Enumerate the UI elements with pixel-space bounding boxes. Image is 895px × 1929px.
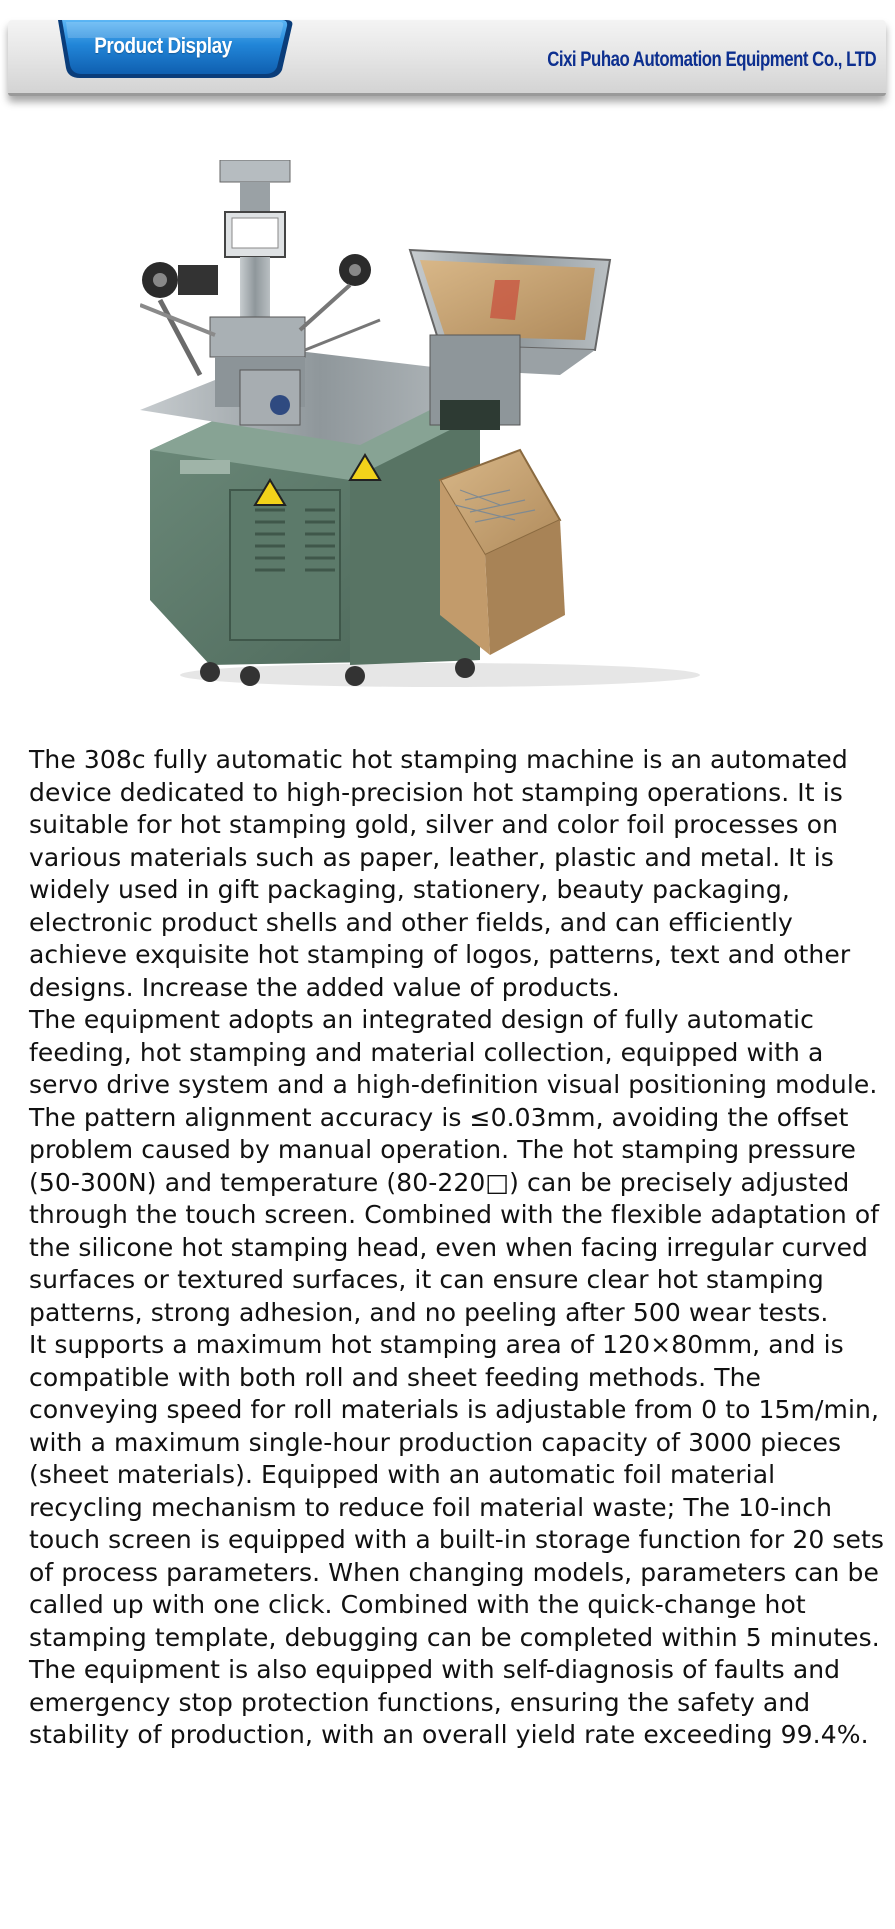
foil-roll-right (300, 254, 380, 350)
feeder-hopper (410, 250, 610, 430)
tab-label: Product Display (94, 33, 232, 58)
description-paragraph: It supports a maximum hot stamping area of 120×80mm, and is compatible with both roll and sheet feeding methods. The conveying speed for roll materials is adjustable from 0 to 15m/min, with a maximum single-hour production capacity of 3000 pieces (sheet materials). Equipped with an automatic foil material recycling mechanism to reduce foil material waste; The 10-inch touch screen is equipped with a built-in storage function for 20 sets of process parameters. When changing models, parameters can be called up with one click. Combined with the quick-change hot stamping template, debugging can be completed within 5 minutes. The equipment is also equipped with self-diagnosis of faults and emergency stop protection functions, ensuring the safety and stability of production, with an overall yield rate exceeding 99.4%. (29, 1330, 885, 1749)
company-name: Cixi Puhao Automation Equipment Co., LTD (547, 48, 876, 71)
description-paragraph: The 308c fully automatic hot stamping machine is an automated device dedicated to high-precision hot stamping operations. It is suitable for hot stamping gold, silver and color foil processes on various materials such as paper, leather, plastic and metal. It is widely used in gift packaging, stationery, beauty packaging, electronic product shells and other fields, and can efficiently achieve exquisite hot stamping of logos, patterns, text and other designs. Increase the added value of products. (29, 745, 851, 1002)
product-photo (140, 160, 740, 690)
servo-motor (240, 370, 300, 425)
product-description (29, 744, 891, 1752)
banner-divider (8, 93, 886, 96)
product-display-tab[interactable] (58, 20, 296, 80)
header-banner (8, 20, 886, 96)
foil-roll-left (140, 262, 218, 375)
description-paragraph: The equipment adopts an integrated design of fully automatic feeding, hot stamping and material collection, equipped with a servo drive system and a high-definition visual positioning module. The pattern alignment accuracy is ≤0.03mm, avoiding the offset problem caused by manual operation. The hot stamping pressure (50-300N) and temperature (80-220□) can be precisely adjusted through the touch screen. Combined with the flexible adaptation of the silicone hot stamping head, even when facing irregular curved surfaces or textured surfaces, it can ensure clear hot stamping patterns, strong adhesion, and no peeling after 500 wear tests. (29, 1005, 880, 1327)
collection-box (440, 450, 565, 655)
